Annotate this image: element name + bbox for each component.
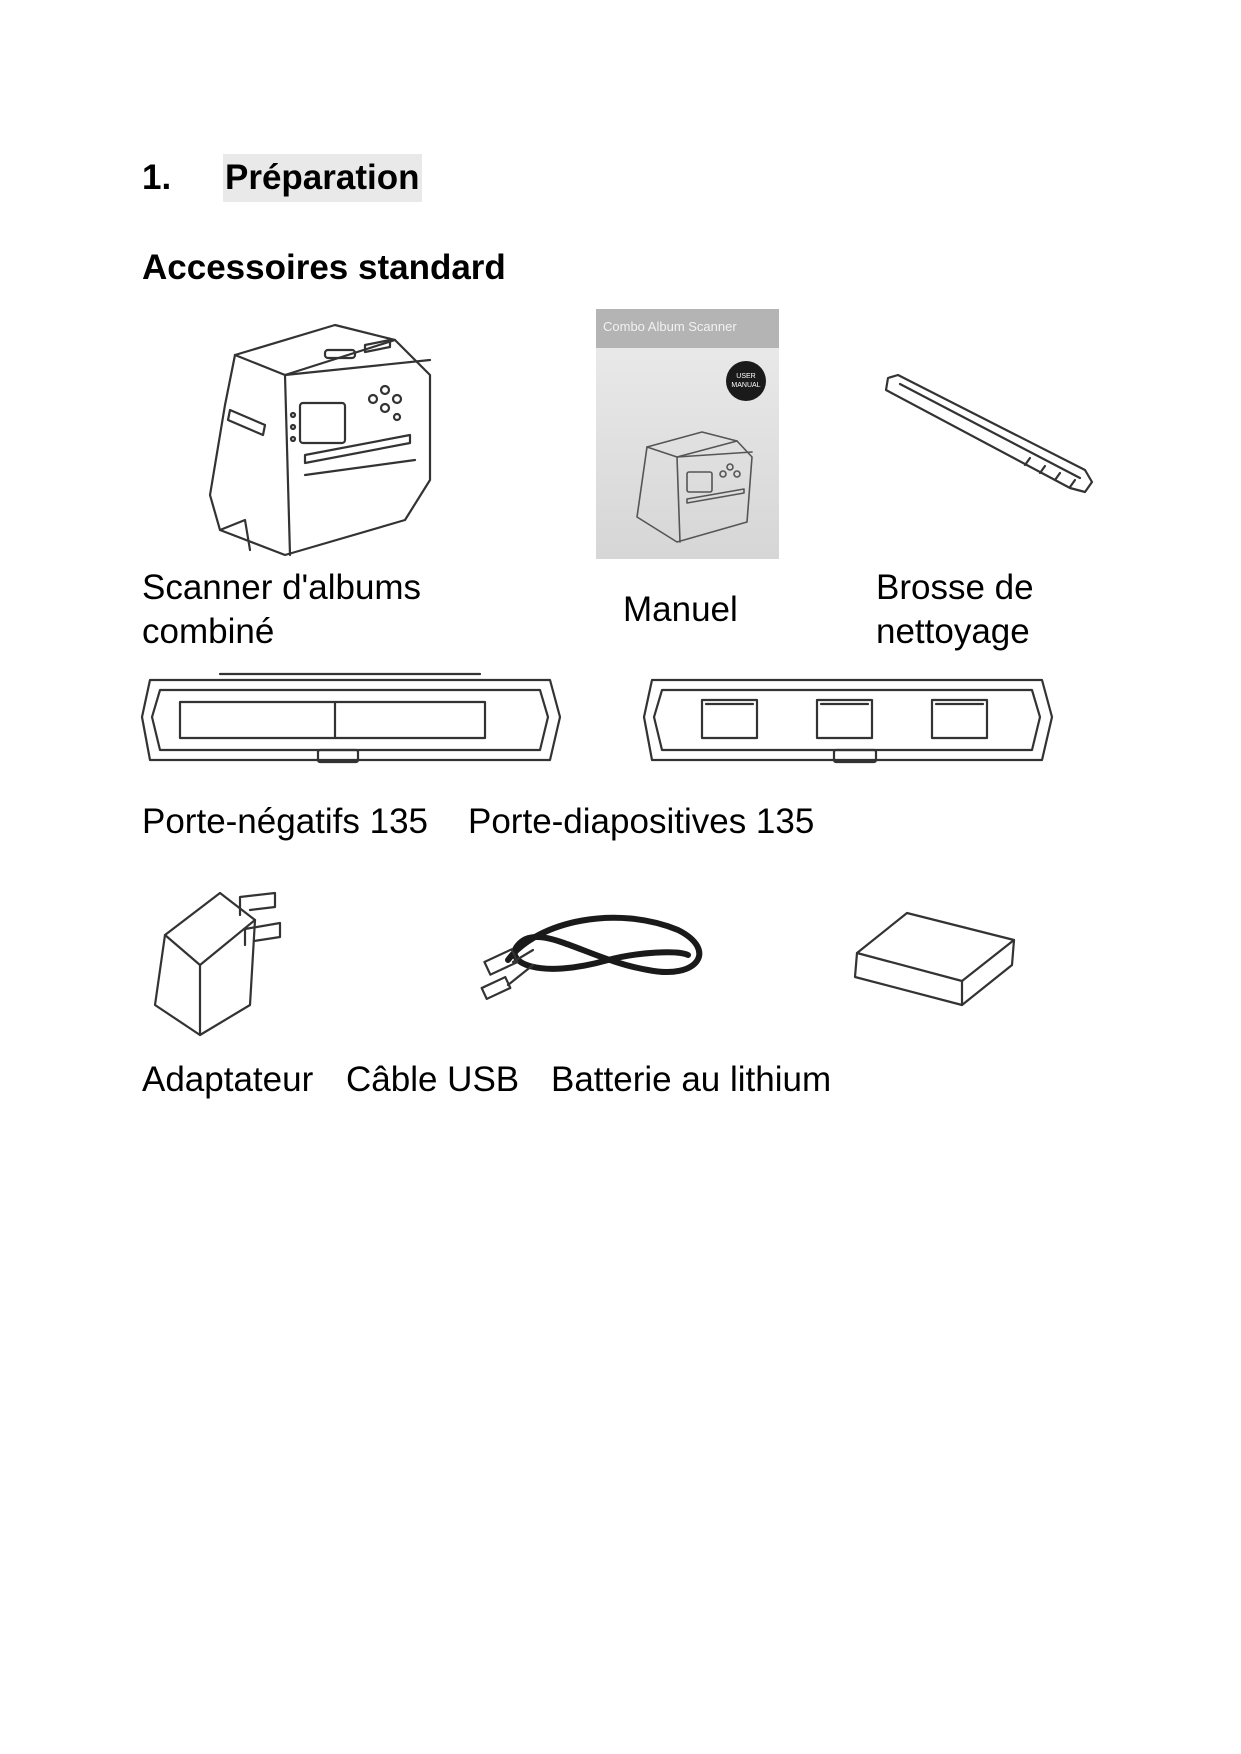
manual-label: Manuel	[623, 590, 738, 629]
negative-holder-label: Porte-négatifs 135	[142, 802, 429, 841]
manual-badge-line2: MANUAL	[731, 382, 761, 389]
manual-badge-line1: USER	[736, 373, 756, 380]
scanner-label-line2: combiné	[142, 612, 275, 651]
manual-cover-title: Combo Album Scanner	[596, 309, 779, 348]
album-scanner-illustration	[205, 315, 445, 560]
slide-holder-label: Porte-diapositives 135	[468, 802, 815, 841]
manual-badge	[726, 361, 766, 401]
adapter-label: Adaptateur	[142, 1060, 314, 1099]
accessories-heading: Accessoires standard	[142, 248, 506, 287]
lithium-battery-illustration	[852, 905, 1022, 1010]
scanner-label-line1: Scanner d'albums	[142, 568, 422, 607]
brush-label-line1: Brosse de	[876, 568, 1034, 607]
section-number: 1.	[142, 158, 172, 197]
cleaning-brush-illustration	[880, 370, 1095, 500]
battery-label: Batterie au lithium	[551, 1060, 832, 1099]
user-manual-illustration	[596, 309, 779, 559]
slide-holder-illustration	[642, 672, 1052, 772]
negative-holder-illustration	[140, 672, 560, 772]
brush-label-line2: nettoyage	[876, 612, 1030, 651]
manual-scanner-drawing	[632, 427, 762, 547]
section-title: Préparation	[223, 154, 422, 202]
power-adapter-illustration	[150, 885, 285, 1045]
usb-cable-illustration	[478, 900, 713, 1020]
usb-cable-label: Câble USB	[346, 1060, 520, 1099]
